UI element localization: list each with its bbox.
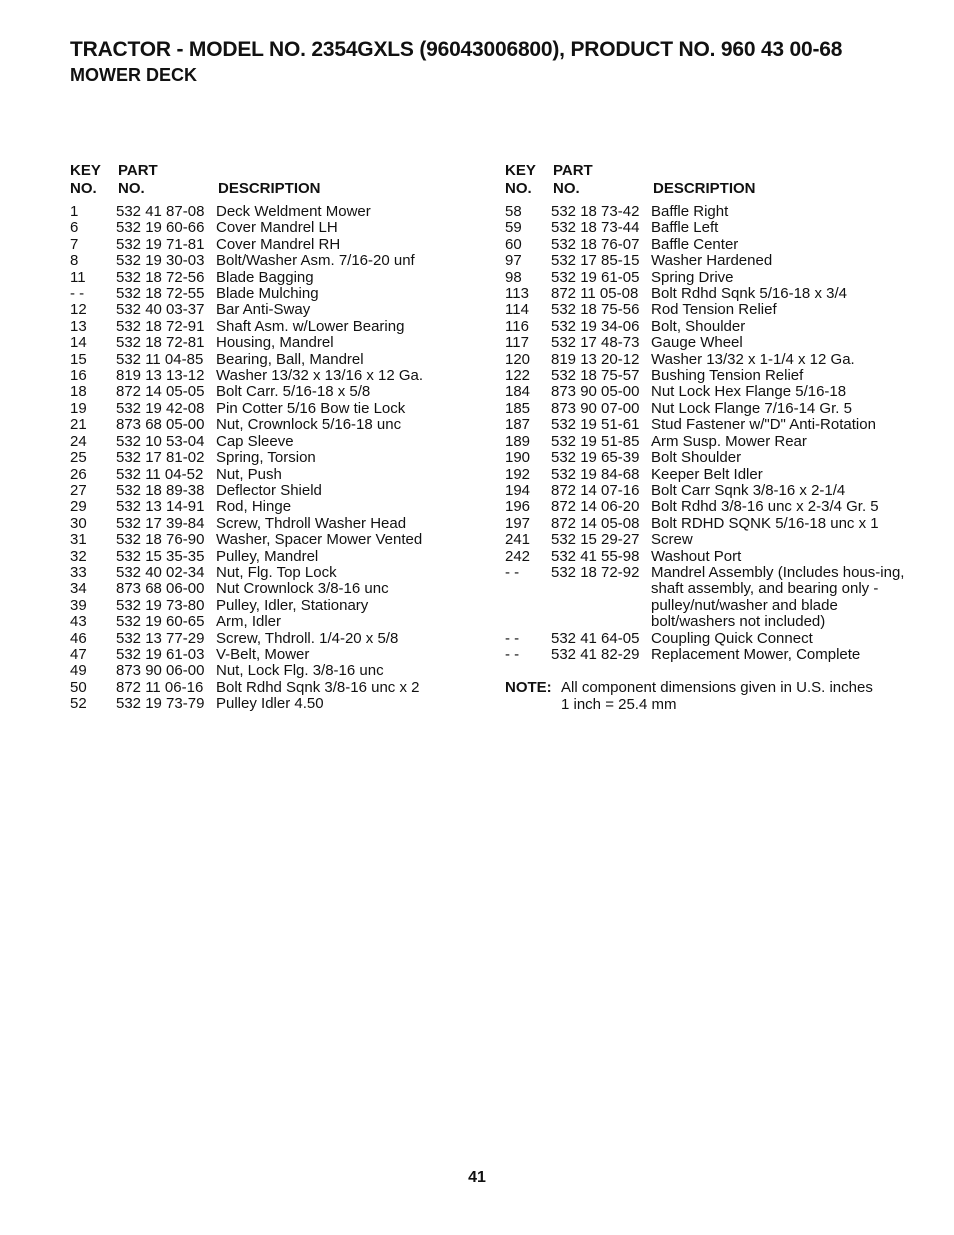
description-cell: Washer 13/32 x 1-1/4 x 12 Ga. bbox=[651, 350, 855, 368]
description-cell: Arm, Idler bbox=[216, 613, 282, 631]
description-cell: Mandrel Assembly (Includes hous-ing, shaft assembly, and bearing only - pulley/nut/washer and blade bolt/washers not included) bbox=[651, 563, 905, 631]
part-no-cell: 532 40 03-37 bbox=[116, 301, 205, 319]
key-no-cell: 34 bbox=[70, 580, 87, 598]
description-cell: Pulley Idler 4.50 bbox=[216, 695, 324, 713]
table-row bbox=[505, 352, 915, 368]
key-header-no: NO. bbox=[70, 180, 97, 197]
table-row bbox=[70, 450, 450, 466]
description-cell: Nut, Lock Flg. 3/8-16 unc bbox=[216, 662, 384, 680]
table-row bbox=[505, 286, 915, 302]
description-cell: Nut, Push bbox=[216, 465, 282, 483]
key-no-cell: 18 bbox=[70, 383, 87, 401]
part-no-cell: 532 17 85-15 bbox=[551, 252, 640, 270]
part-no-cell: 872 11 05-08 bbox=[551, 285, 639, 303]
parts-rows bbox=[505, 204, 915, 663]
description-cell: Bolt Shoulder bbox=[651, 449, 742, 467]
key-no-cell: 25 bbox=[70, 449, 87, 467]
table-row bbox=[70, 237, 450, 253]
part-no-cell: 532 19 84-68 bbox=[551, 465, 640, 483]
description-cell: Cover Mandrel LH bbox=[216, 219, 338, 237]
table-row bbox=[70, 270, 450, 286]
table-row bbox=[70, 647, 450, 663]
table-row bbox=[505, 302, 915, 318]
description-cell: Cover Mandrel RH bbox=[216, 235, 341, 253]
key-no-cell: 122 bbox=[505, 367, 531, 385]
description-cell: Bolt Rdhd Sqnk 3/8-16 unc x 2 bbox=[216, 678, 420, 696]
part-no-cell: 532 19 51-61 bbox=[551, 416, 640, 434]
part-header-no: NO. bbox=[553, 180, 580, 197]
table-row bbox=[505, 516, 915, 532]
part-no-cell: 532 19 60-65 bbox=[116, 613, 205, 631]
description-cell: Nut, Flg. Top Lock bbox=[216, 563, 337, 581]
key-no-cell: - - bbox=[70, 285, 85, 303]
part-no-cell: 532 19 60-66 bbox=[116, 219, 205, 237]
part-no-cell: 819 13 20-12 bbox=[551, 350, 640, 368]
key-no-cell: 39 bbox=[70, 596, 87, 614]
table-row bbox=[505, 565, 915, 631]
table-row bbox=[505, 499, 915, 515]
key-no-cell: 120 bbox=[505, 350, 531, 368]
description-cell: Washer 13/32 x 13/16 x 12 Ga. bbox=[216, 367, 424, 385]
note bbox=[505, 680, 915, 713]
key-no-cell: 16 bbox=[70, 367, 87, 385]
key-no-cell: - - bbox=[505, 563, 520, 581]
part-no-cell: 532 18 72-91 bbox=[116, 317, 205, 335]
part-no-cell: 532 10 53-04 bbox=[116, 432, 205, 450]
key-no-cell: 192 bbox=[505, 465, 531, 483]
part-no-cell: 532 13 14-91 bbox=[116, 498, 205, 516]
part-no-cell: 532 15 35-35 bbox=[116, 547, 205, 565]
description-cell: Coupling Quick Connect bbox=[651, 629, 813, 647]
part-no-cell: 873 68 05-00 bbox=[116, 416, 205, 434]
key-no-cell: 58 bbox=[505, 203, 522, 220]
key-no-cell: 32 bbox=[70, 547, 87, 565]
part-no-cell: 532 18 72-81 bbox=[116, 334, 205, 352]
description-cell: Deflector Shield bbox=[216, 481, 322, 499]
table-row bbox=[505, 270, 915, 286]
table-row bbox=[505, 549, 915, 565]
description-cell: Replacement Mower, Complete bbox=[651, 645, 861, 663]
page-title: TRACTOR - MODEL NO. 2354GXLS (96043006800), PRODUCT NO. 960 43 00-68 bbox=[70, 38, 843, 61]
table-row bbox=[70, 335, 450, 351]
description-cell: Gauge Wheel bbox=[651, 334, 743, 352]
key-no-cell: 7 bbox=[70, 235, 79, 253]
description-cell: Screw bbox=[651, 531, 693, 549]
parts-rows bbox=[70, 204, 450, 713]
part-no-cell: 872 14 05-08 bbox=[551, 514, 640, 532]
table-row bbox=[70, 680, 450, 696]
description-cell: Deck Weldment Mower bbox=[216, 203, 371, 220]
table-row bbox=[505, 434, 915, 450]
part-no-cell: 532 19 65-39 bbox=[551, 449, 640, 467]
part-no-cell: 532 41 55-98 bbox=[551, 547, 640, 565]
part-no-cell: 532 19 34-06 bbox=[551, 317, 640, 335]
key-no-cell: 97 bbox=[505, 252, 522, 270]
key-no-cell: 43 bbox=[70, 613, 87, 631]
description-cell: Bolt Carr. 5/16-18 x 5/8 bbox=[216, 383, 371, 401]
table-row bbox=[505, 384, 915, 400]
part-no-cell: 872 14 06-20 bbox=[551, 498, 640, 516]
part-no-cell: 532 19 61-03 bbox=[116, 645, 205, 663]
key-no-cell: 33 bbox=[70, 563, 87, 581]
description-cell: Bolt RDHD SQNK 5/16-18 unc x 1 bbox=[651, 514, 879, 532]
key-no-cell: 184 bbox=[505, 383, 531, 401]
table-row bbox=[70, 302, 450, 318]
description-cell: V-Belt, Mower bbox=[216, 645, 310, 663]
part-no-cell: 872 14 05-05 bbox=[116, 383, 205, 401]
description-cell: Pulley, Mandrel bbox=[216, 547, 319, 565]
key-no-cell: 185 bbox=[505, 399, 531, 417]
part-header: PART bbox=[118, 162, 158, 179]
parts-list-right bbox=[505, 162, 915, 713]
part-no-cell: 873 90 06-00 bbox=[116, 662, 205, 680]
table-row bbox=[70, 253, 450, 269]
table-row bbox=[505, 237, 915, 253]
table-row bbox=[70, 532, 450, 548]
part-no-cell: 532 15 29-27 bbox=[551, 531, 640, 549]
description-cell: Washer Hardened bbox=[651, 252, 773, 270]
key-no-cell: 197 bbox=[505, 514, 531, 532]
description-cell: Washout Port bbox=[651, 547, 742, 565]
table-row bbox=[70, 434, 450, 450]
description-cell: Blade Mulching bbox=[216, 285, 319, 303]
description-cell: Rod, Hinge bbox=[216, 498, 292, 516]
key-header: KEY bbox=[505, 162, 536, 179]
description-cell: Baffle Right bbox=[651, 203, 729, 220]
part-no-cell: 532 19 30-03 bbox=[116, 252, 205, 270]
part-no-cell: 532 41 87-08 bbox=[116, 203, 205, 220]
key-no-cell: 196 bbox=[505, 498, 531, 516]
table-row bbox=[70, 286, 450, 302]
part-no-cell: 532 18 73-42 bbox=[551, 203, 640, 220]
table-row bbox=[70, 549, 450, 565]
part-no-cell: 532 41 82-29 bbox=[551, 645, 640, 663]
key-no-cell: 241 bbox=[505, 531, 531, 549]
table-row bbox=[70, 598, 450, 614]
description-cell: Housing, Mandrel bbox=[216, 334, 334, 352]
key-no-cell: 47 bbox=[70, 645, 87, 663]
description-cell: Bar Anti-Sway bbox=[216, 301, 311, 319]
key-no-cell: 26 bbox=[70, 465, 87, 483]
part-no-cell: 532 18 89-38 bbox=[116, 481, 205, 499]
part-no-cell: 873 90 05-00 bbox=[551, 383, 640, 401]
part-no-cell: 532 19 51-85 bbox=[551, 432, 640, 450]
description-cell: Nut Lock Hex Flange 5/16-18 bbox=[651, 383, 847, 401]
description-cell: Bolt/Washer Asm. 7/16-20 unf bbox=[216, 252, 415, 270]
part-no-cell: 532 18 75-56 bbox=[551, 301, 640, 319]
description-cell: Baffle Center bbox=[651, 235, 739, 253]
table-row bbox=[70, 581, 450, 597]
key-header-no: NO. bbox=[505, 180, 532, 197]
key-no-cell: 117 bbox=[505, 334, 529, 352]
table-row bbox=[505, 532, 915, 548]
description-cell: Bolt Rdhd 3/8-16 unc x 2-3/4 Gr. 5 bbox=[651, 498, 879, 516]
key-no-cell: 60 bbox=[505, 235, 522, 253]
table-row bbox=[70, 516, 450, 532]
part-no-cell: 532 18 72-92 bbox=[551, 563, 640, 581]
note-line-1: All component dimensions given in U.S. inches bbox=[561, 679, 873, 697]
part-no-cell: 819 13 13-12 bbox=[116, 367, 205, 385]
table-row bbox=[70, 663, 450, 679]
table-row bbox=[70, 696, 450, 712]
key-no-cell: 21 bbox=[70, 416, 87, 434]
key-no-cell: 15 bbox=[70, 350, 87, 368]
part-no-cell: 532 40 02-34 bbox=[116, 563, 205, 581]
page-number: 41 bbox=[468, 1169, 486, 1186]
table-row bbox=[70, 565, 450, 581]
key-no-cell: 116 bbox=[505, 317, 529, 335]
table-row bbox=[505, 204, 915, 220]
key-no-cell: 194 bbox=[505, 481, 531, 499]
table-row bbox=[70, 319, 450, 335]
key-no-cell: 29 bbox=[70, 498, 87, 516]
key-no-cell: 59 bbox=[505, 219, 522, 237]
description-cell: Bolt Rdhd Sqnk 5/16-18 x 3/4 bbox=[651, 285, 847, 303]
part-no-cell: 532 13 77-29 bbox=[116, 629, 205, 647]
key-no-cell: 50 bbox=[70, 678, 87, 696]
table-row bbox=[70, 220, 450, 236]
description-cell: Bushing Tension Relief bbox=[651, 367, 804, 385]
description-cell: Nut Crownlock 3/8-16 unc bbox=[216, 580, 389, 598]
table-row bbox=[505, 467, 915, 483]
part-no-cell: 532 41 64-05 bbox=[551, 629, 640, 647]
part-no-cell: 532 18 72-55 bbox=[116, 285, 205, 303]
description-cell: Arm Susp. Mower Rear bbox=[651, 432, 807, 450]
part-header-no: NO. bbox=[118, 180, 145, 197]
part-no-cell: 532 19 71-81 bbox=[116, 235, 205, 253]
part-no-cell: 873 90 07-00 bbox=[551, 399, 640, 417]
part-no-cell: 532 18 75-57 bbox=[551, 367, 640, 385]
key-no-cell: 113 bbox=[505, 285, 529, 303]
key-no-cell: 1 bbox=[70, 203, 79, 220]
parts-list-left bbox=[70, 162, 450, 713]
part-no-cell: 532 18 76-07 bbox=[551, 235, 640, 253]
key-no-cell: 190 bbox=[505, 449, 531, 467]
part-no-cell: 532 17 39-84 bbox=[116, 514, 205, 532]
description-cell: Stud Fastener w/"D" Anti-Rotation bbox=[651, 416, 876, 434]
key-header: KEY bbox=[70, 162, 101, 179]
table-row bbox=[505, 335, 915, 351]
key-no-cell: - - bbox=[505, 645, 520, 663]
key-no-cell: 114 bbox=[505, 301, 529, 319]
description-cell: Cap Sleeve bbox=[216, 432, 294, 450]
key-no-cell: 46 bbox=[70, 629, 87, 647]
key-no-cell: 24 bbox=[70, 432, 87, 450]
description-cell: Keeper Belt Idler bbox=[651, 465, 763, 483]
key-no-cell: 19 bbox=[70, 399, 87, 417]
section-subtitle: MOWER DECK bbox=[70, 65, 197, 85]
key-no-cell: - - bbox=[505, 629, 520, 647]
key-no-cell: 14 bbox=[70, 334, 87, 352]
part-no-cell: 872 11 06-16 bbox=[116, 678, 204, 696]
note-line-2: 1 inch = 25.4 mm bbox=[561, 695, 677, 713]
part-no-cell: 532 17 48-73 bbox=[551, 334, 640, 352]
table-row bbox=[505, 647, 915, 663]
table-row bbox=[70, 614, 450, 630]
table-row bbox=[505, 319, 915, 335]
column-headers bbox=[70, 162, 450, 202]
table-row bbox=[70, 401, 450, 417]
key-no-cell: 187 bbox=[505, 416, 531, 434]
table-row bbox=[505, 253, 915, 269]
part-no-cell: 532 19 61-05 bbox=[551, 268, 640, 286]
table-row bbox=[70, 483, 450, 499]
description-cell: Bearing, Ball, Mandrel bbox=[216, 350, 364, 368]
key-no-cell: 6 bbox=[70, 219, 79, 237]
table-row bbox=[505, 483, 915, 499]
table-row bbox=[70, 368, 450, 384]
description-cell: Rod Tension Relief bbox=[651, 301, 777, 319]
part-no-cell: 532 11 04-85 bbox=[116, 350, 204, 368]
table-row bbox=[70, 384, 450, 400]
table-row bbox=[70, 204, 450, 220]
description-cell: Pin Cotter 5/16 Bow tie Lock bbox=[216, 399, 406, 417]
table-row bbox=[70, 352, 450, 368]
description-cell: Nut Lock Flange 7/16-14 Gr. 5 bbox=[651, 399, 852, 417]
table-row bbox=[70, 631, 450, 647]
table-row bbox=[70, 417, 450, 433]
table-row bbox=[505, 401, 915, 417]
part-no-cell: 532 19 73-80 bbox=[116, 596, 205, 614]
part-header: PART bbox=[553, 162, 593, 179]
key-no-cell: 31 bbox=[70, 531, 87, 549]
table-row bbox=[505, 220, 915, 236]
description-cell: Nut, Crownlock 5/16-18 unc bbox=[216, 416, 402, 434]
key-no-cell: 27 bbox=[70, 481, 87, 499]
description-cell: Spring Drive bbox=[651, 268, 734, 286]
table-row bbox=[70, 499, 450, 515]
key-no-cell: 8 bbox=[70, 252, 79, 270]
part-no-cell: 532 19 73-79 bbox=[116, 695, 205, 713]
description-cell: Screw, Thdroll Washer Head bbox=[216, 514, 407, 532]
description-cell: Pulley, Idler, Stationary bbox=[216, 596, 369, 614]
key-no-cell: 52 bbox=[70, 695, 87, 713]
part-no-cell: 873 68 06-00 bbox=[116, 580, 205, 598]
key-no-cell: 13 bbox=[70, 317, 87, 335]
key-no-cell: 49 bbox=[70, 662, 87, 680]
key-no-cell: 242 bbox=[505, 547, 531, 565]
description-cell: Bolt Carr Sqnk 3/8-16 x 2-1/4 bbox=[651, 481, 846, 499]
part-no-cell: 532 18 76-90 bbox=[116, 531, 205, 549]
note-label: NOTE: bbox=[505, 679, 552, 697]
part-no-cell: 532 17 81-02 bbox=[116, 449, 205, 467]
description-cell: Screw, Thdroll. 1/4-20 x 5/8 bbox=[216, 629, 399, 647]
key-no-cell: 30 bbox=[70, 514, 87, 532]
table-row bbox=[70, 467, 450, 483]
part-no-cell: 872 14 07-16 bbox=[551, 481, 640, 499]
description-cell: Shaft Asm. w/Lower Bearing bbox=[216, 317, 405, 335]
part-no-cell: 532 11 04-52 bbox=[116, 465, 204, 483]
description-cell: Blade Bagging bbox=[216, 268, 314, 286]
description-cell: Baffle Left bbox=[651, 219, 719, 237]
description-cell: Spring, Torsion bbox=[216, 449, 316, 467]
table-row bbox=[505, 450, 915, 466]
table-row bbox=[505, 631, 915, 647]
part-no-cell: 532 18 72-56 bbox=[116, 268, 205, 286]
part-no-cell: 532 19 42-08 bbox=[116, 399, 205, 417]
description-cell: Washer, Spacer Mower Vented bbox=[216, 531, 423, 549]
part-no-cell: 532 18 73-44 bbox=[551, 219, 640, 237]
key-no-cell: 11 bbox=[70, 268, 86, 286]
description-cell: Bolt, Shoulder bbox=[651, 317, 746, 335]
key-no-cell: 189 bbox=[505, 432, 531, 450]
key-no-cell: 98 bbox=[505, 268, 522, 286]
description-header: DESCRIPTION bbox=[653, 180, 756, 197]
description-header: DESCRIPTION bbox=[218, 180, 321, 197]
table-row bbox=[505, 417, 915, 433]
column-headers bbox=[505, 162, 915, 202]
key-no-cell: 12 bbox=[70, 301, 87, 319]
table-row bbox=[505, 368, 915, 384]
